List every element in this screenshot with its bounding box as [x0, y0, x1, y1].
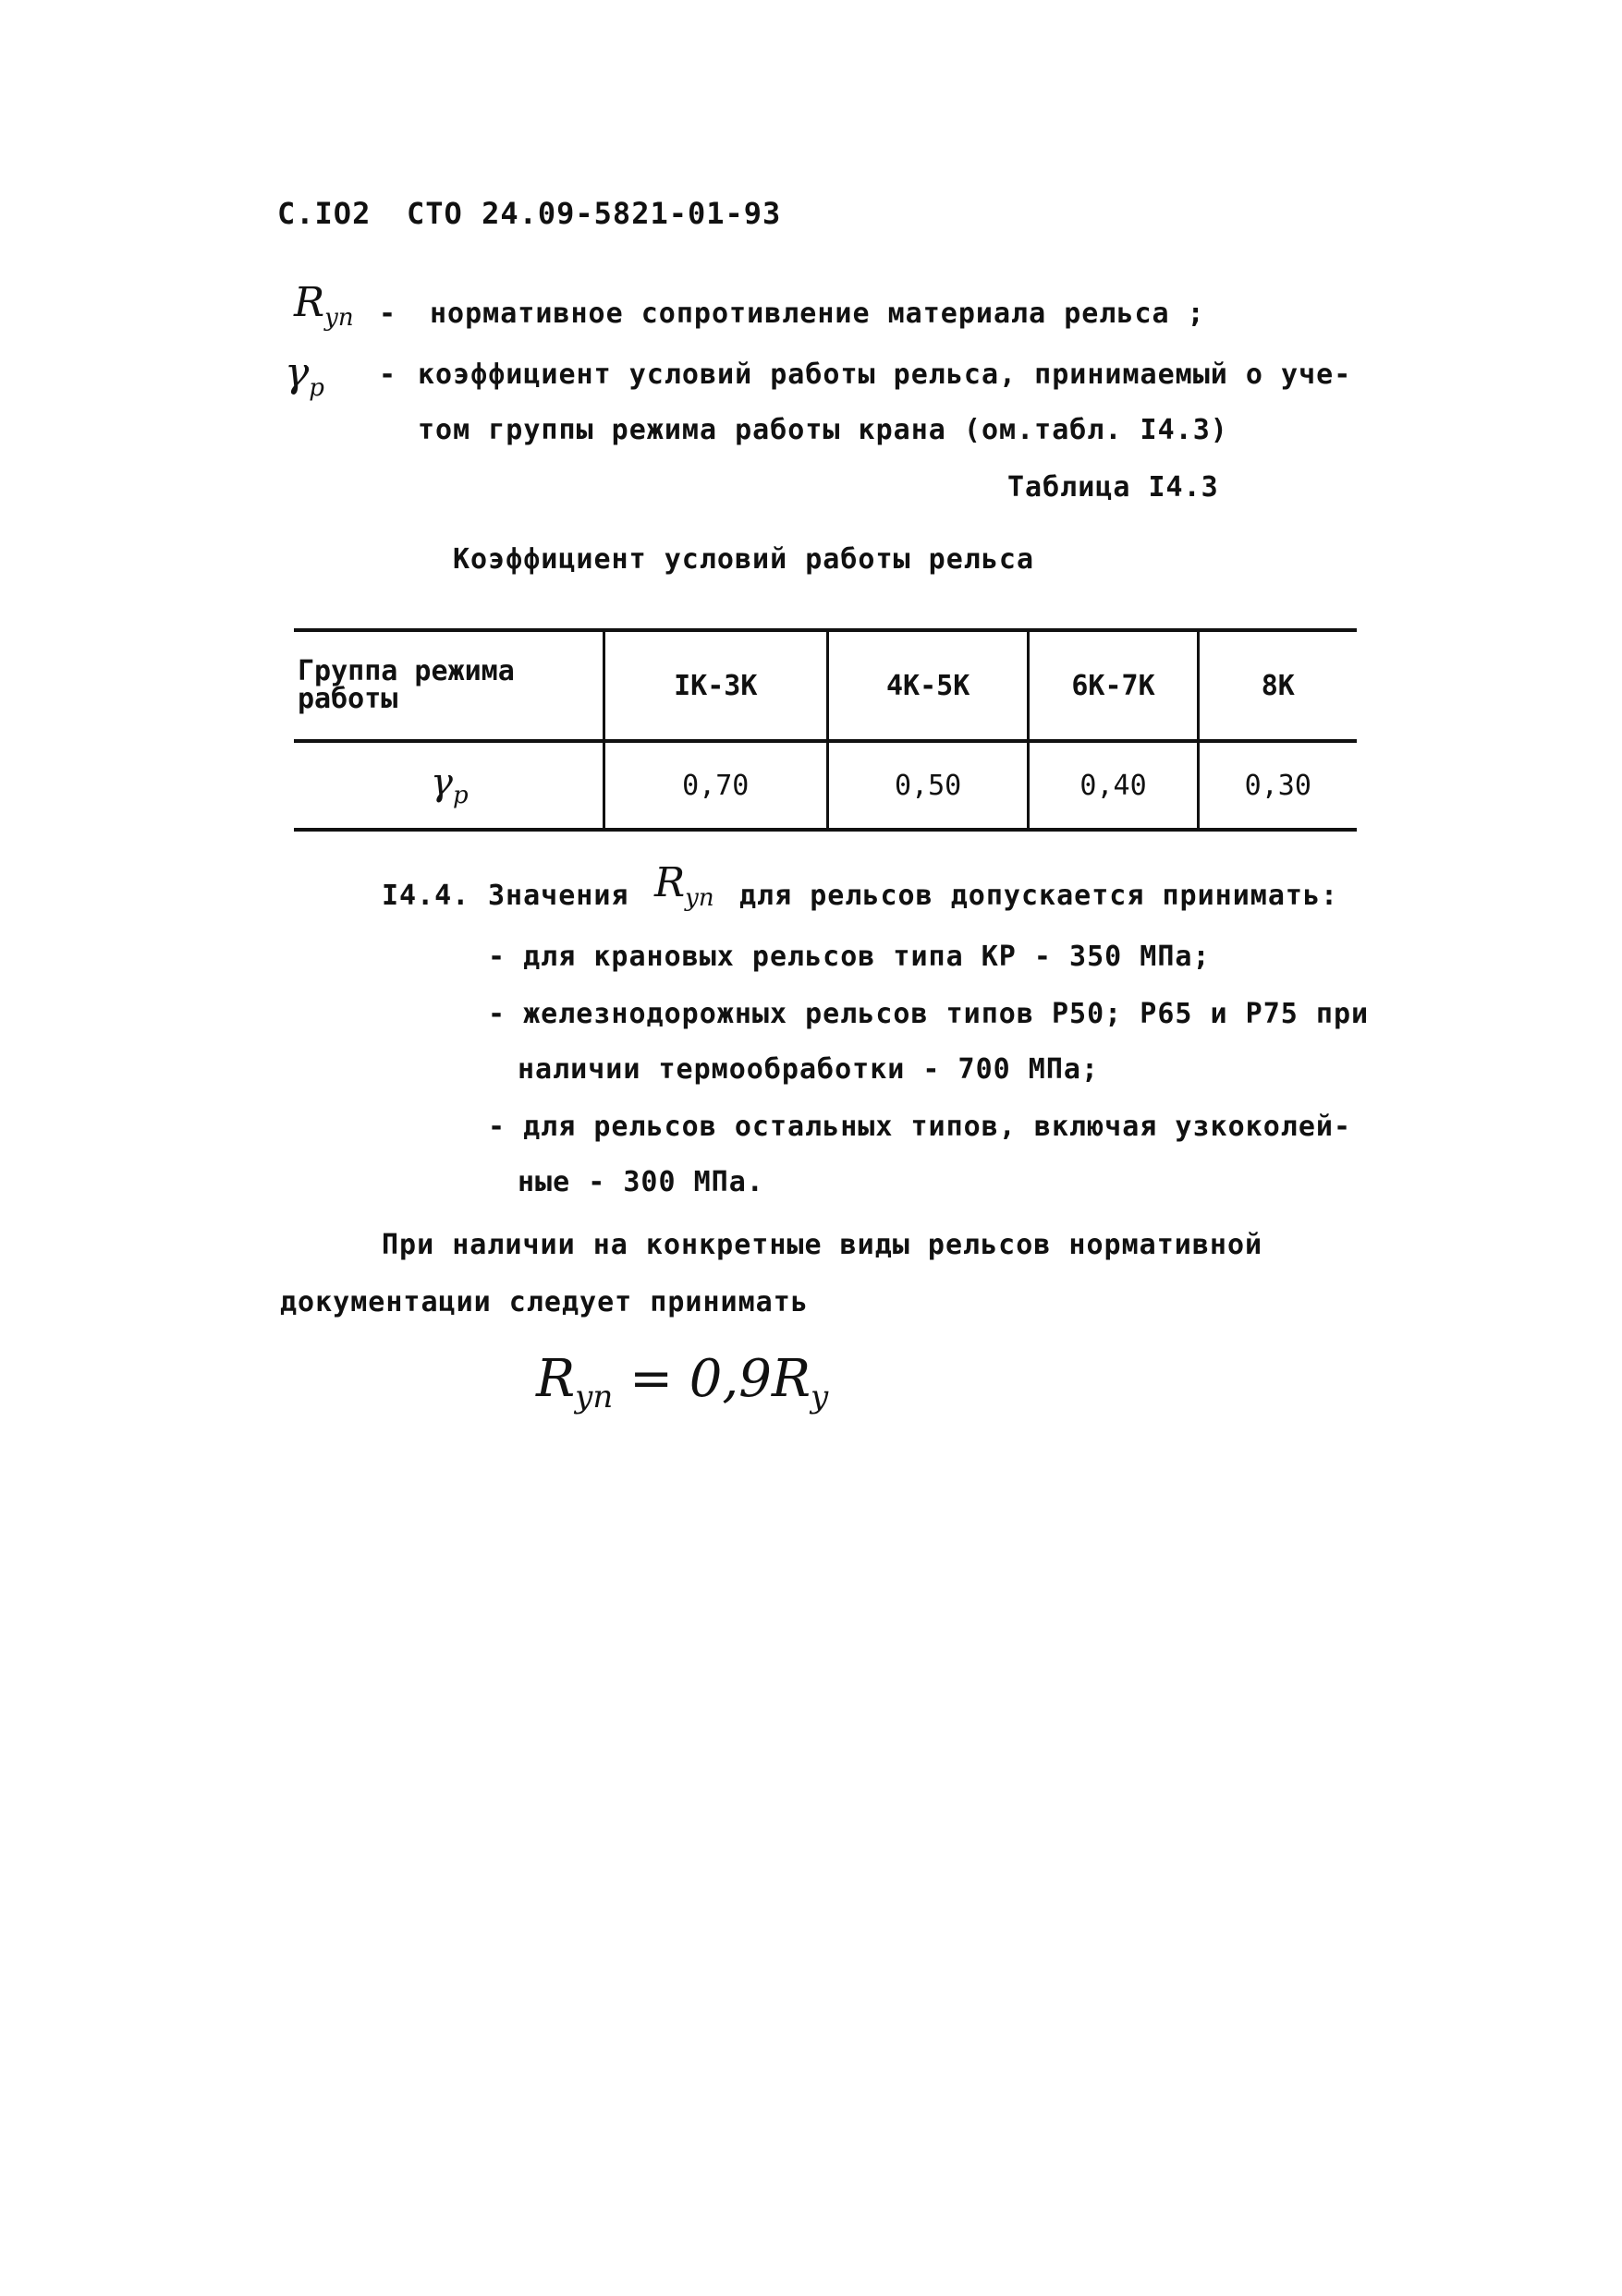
list-item: - для рельсов остальных типов, включая узкоколей-	[488, 1111, 1352, 1143]
symbol-ryn: $R_{yn}$	[654, 859, 714, 912]
section-intro-b: для рельсов допускается принимать:	[739, 880, 1339, 912]
header-cell: 8K	[1198, 630, 1357, 741]
table-cell: 0,70	[604, 741, 827, 830]
row-symbol: $\gamma_p$	[431, 761, 469, 809]
table-cell: 0,30	[1198, 741, 1357, 830]
section-number: I4.4.	[382, 880, 470, 912]
definition-gamma-text: коэффициент условий работы рельса, принимаемый о уче-	[418, 358, 1352, 391]
list-item: - для крановых рельсов типа КР - 350 МПа;	[488, 941, 1211, 973]
list-item-cont: наличии термообработки - 700 МПа;	[518, 1053, 1100, 1086]
header-cell	[294, 630, 604, 741]
definition-dash: -	[379, 298, 397, 330]
symbol-ryn: $R_{yn}$	[294, 279, 354, 332]
list-item-cont: ные - 300 МПа.	[518, 1166, 764, 1198]
header-cell: IK-3K	[604, 630, 827, 741]
definition-ryn-text: нормативное сопротивление материала рельса ;	[430, 298, 1205, 330]
formula: $R_{yn} = 0,9R_y$	[536, 1349, 829, 1416]
header-cell: 6K-7K	[1029, 630, 1198, 741]
table-cell: 0,40	[1029, 741, 1198, 830]
table-cell: 0,50	[827, 741, 1029, 830]
table-title: Коэффициент условий работы рельса	[453, 543, 1035, 576]
coefficient-table	[294, 628, 1357, 832]
definition-dash: -	[379, 358, 397, 391]
document-code: СТО 24.09-5821-01-93	[407, 196, 782, 231]
paragraph: документации следует принимать	[280, 1286, 809, 1318]
header-cell-text: Группа режима работы	[298, 655, 515, 715]
symbol-gamma-p: $\gamma_p$	[285, 349, 324, 402]
page-number: С.IO2	[277, 196, 372, 231]
table-row	[294, 741, 1357, 830]
list-item: - железнодорожных рельсов типов Р50; Р65 и Р75 при	[488, 998, 1370, 1030]
paragraph: При наличии на конкретные виды рельсов нормативной	[382, 1229, 1263, 1261]
table-label: Таблица I4.3	[1007, 471, 1219, 504]
section-intro-a: Значения	[488, 880, 629, 912]
definition-gamma-text-cont: том группы режима работы крана (ом.табл. I4.3)	[418, 414, 1228, 446]
header-cell: 4K-5K	[827, 630, 1029, 741]
table-header-row	[294, 630, 1357, 741]
